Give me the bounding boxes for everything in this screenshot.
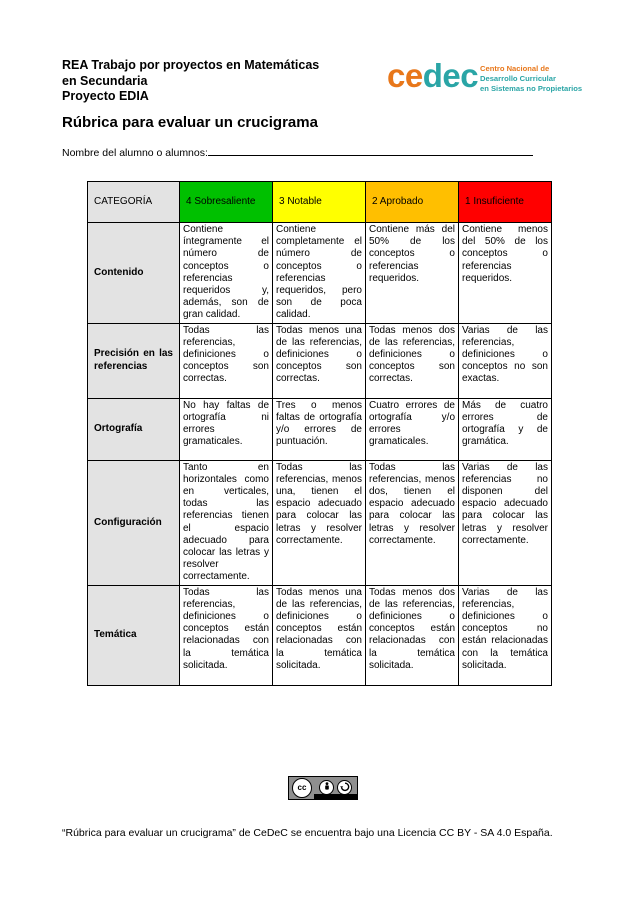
- criterion-cell: Contiene menos del 50% de los conceptos o referencias requeridos.: [459, 223, 552, 324]
- header-line-3: Proyecto EDIA: [62, 89, 149, 103]
- criterion-cell: Todas las referencias, definiciones o conceptos son correctas.: [180, 323, 273, 398]
- license-footer: “Rúbrica para evaluar un crucigrama” de CeDeC se encuentra bajo una Licencia CC BY - SA 4.0 España.: [62, 827, 553, 839]
- logo-line-2: Desarrollo Curricular: [480, 74, 556, 83]
- criterion-cell: Contiene más del 50% de los conceptos o referencias requeridos.: [366, 223, 459, 324]
- criterion-cell: Tres o menos faltas de ortografía y/o errores de puntuación.: [273, 398, 366, 460]
- category-cell: Configuración: [88, 460, 180, 585]
- cc-icon: cc: [292, 778, 312, 798]
- by-person-icon: [319, 780, 334, 795]
- document-header: [62, 58, 319, 105]
- header-level-3: 3 Notable: [273, 182, 366, 223]
- criterion-cell: Todas menos una de las referencias, definiciones o conceptos son correctas.: [273, 323, 366, 398]
- cedec-logo: [387, 58, 587, 98]
- header-line-2: en Secundaria: [62, 73, 148, 88]
- by-person-glyph: [321, 781, 333, 793]
- category-cell: Contenido: [88, 223, 180, 324]
- criterion-cell: No hay faltas de ortografía ni errores gramaticales.: [180, 398, 273, 460]
- table-row: [88, 323, 552, 398]
- criterion-cell: Todas las referencias, menos dos, tienen el espacio adecuado para colocar las letras y resolver correctamente.: [366, 460, 459, 585]
- header-level-1: 1 Insuficiente: [459, 182, 552, 223]
- logo-word-part-2: dec: [422, 57, 479, 94]
- student-name-blank[interactable]: [208, 145, 533, 156]
- table-row: [88, 223, 552, 324]
- criterion-cell: Contiene completamente el número de conceptos o referencias requeridos, pero son de poca calidad.: [273, 223, 366, 324]
- student-name-label: Nombre del alumno o alumnos:: [62, 147, 208, 159]
- page-title: Rúbrica para evaluar un crucigrama: [62, 114, 318, 131]
- rubric-header-row: [88, 182, 552, 223]
- header-level-4: 4 Sobresaliente: [180, 182, 273, 223]
- category-cell: Ortografía: [88, 398, 180, 460]
- criterion-cell: Todas menos una de las referencias, definiciones o conceptos están relacionadas con la temática solicitada.: [273, 585, 366, 685]
- header-level-2: 2 Aprobado: [366, 182, 459, 223]
- cedec-logo-subtitle: [480, 64, 582, 94]
- cc-license-badge: [288, 776, 358, 800]
- table-row: [88, 585, 552, 685]
- category-cell: Temática: [88, 585, 180, 685]
- category-cell: Precisión en las referencias: [88, 323, 180, 398]
- header-line-1: REA Trabajo por proyectos en Matemáticas: [62, 58, 320, 72]
- criterion-cell: Varias de las referencias no disponen del espacio adecuado para colocar las letras y resolver correctamente.: [459, 460, 552, 585]
- rubric-table: [87, 181, 552, 686]
- criterion-cell: Contiene íntegramente el número de conceptos o referencias requeridos y, además, son de gran calidad.: [180, 223, 273, 324]
- criterion-cell: Varias de las referencias, definiciones o conceptos no son exactas.: [459, 323, 552, 398]
- cedec-logo-wordmark: [387, 58, 478, 94]
- table-row: [88, 460, 552, 585]
- criterion-cell: Todas las referencias, definiciones o conceptos están relacionadas con la temática solicitada.: [180, 585, 273, 685]
- criterion-cell: Tanto en horizontales como en verticales, todas las referencias tienen el espacio adecuado para colocar las letras y resolver correctamente.: [180, 460, 273, 585]
- criterion-cell: Cuatro errores de ortografía y/o errores gramaticales.: [366, 398, 459, 460]
- logo-word-part-1: ce: [387, 57, 423, 94]
- criterion-cell: Más de cuatro errores de ortografía y de gramática.: [459, 398, 552, 460]
- criterion-cell: Todas menos dos de las referencias, definiciones o conceptos están relacionadas con la temática solicitada.: [366, 585, 459, 685]
- cc-badge-strip: [314, 794, 357, 799]
- header-category: CATEGORÍA: [88, 182, 180, 223]
- student-name-line: [62, 145, 533, 159]
- table-row: [88, 398, 552, 460]
- criterion-cell: Todas las referencias, menos una, tienen el espacio adecuado para colocar las letras y resolver correctamente.: [273, 460, 366, 585]
- logo-line-3: en Sistemas no Propietarios: [480, 84, 583, 93]
- criterion-cell: Todas menos dos de las referencias, definiciones o conceptos son correctas.: [366, 323, 459, 398]
- sa-glyph: [339, 781, 351, 793]
- sa-share-alike-icon: [337, 780, 352, 795]
- logo-line-1: Centro Nacional de: [480, 64, 550, 73]
- criterion-cell: Varias de las referencias, definiciones o conceptos no están relacionadas con la temática solicitada.: [459, 585, 552, 685]
